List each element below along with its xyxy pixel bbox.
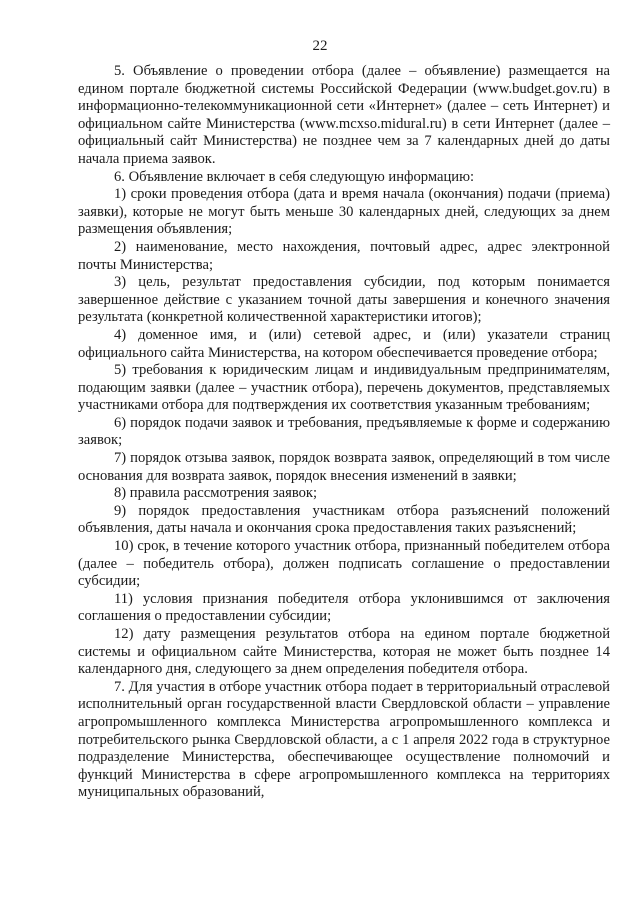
list-item-5: 5) требования к юридическим лицам и индивидуальным предпринимателям, подающим заявки (далее – участник отбора), перечень документов, представляемых участниками отбора для подтверждения их соответствия указанным требованиям;: [78, 362, 610, 414]
list-item-1: 1) сроки проведения отбора (дата и время начала (окончания) подачи (приема) заявки), которые не могут быть меньше 30 календарных дней, следующих за днем размещения объявления;: [78, 186, 610, 238]
paragraph-item-7: 7. Для участия в отборе участник отбора подает в территориальный отраслевой исполнительный орган государственной власти Свердловской области – управление агропромышленного комплекса Министерства агропромышленного комплекса и потребительского рынка Свердловской области, а с 1 апреля 2022 года в структурное подразделение Министерства, обеспечивающее осуществление полномочий и функций Министерства в сфере агропромышленного комплекса на территориях муниципальных образований,: [78, 678, 610, 801]
list-item-2: 2) наименование, место нахождения, почтовый адрес, адрес электронной почты Министерства;: [78, 238, 610, 273]
list-item-9: 9) порядок предоставления участникам отбора разъяснений положений объявления, даты начала и окончания срока предоставления таких разъяснений;: [78, 502, 610, 537]
list-item-6: 6) порядок подачи заявок и требования, предъявляемые к форме и содержанию заявок;: [78, 414, 610, 449]
page-number: 22: [312, 38, 328, 54]
list-item-3: 3) цель, результат предоставления субсидии, под которым понимается завершенное действие с указанием точной даты завершения и конечного значения результата (конкретной количественной характеристики итогов);: [78, 274, 610, 326]
list-item-4: 4) доменное имя, и (или) сетевой адрес, и (или) указатели страниц официального сайта Министерства, на котором обеспечивается проведение отбора;: [78, 326, 610, 361]
paragraph-item-6: 6. Объявление включает в себя следующую информацию:: [114, 168, 475, 185]
list-item-11: 11) условия признания победителя отбора уклонившимся от заключения соглашения о предоставлении субсидии;: [78, 590, 610, 625]
document-body: [78, 63, 610, 802]
list-item-8: 8) правила рассмотрения заявок;: [114, 485, 318, 502]
list-item-12: 12) дату размещения результатов отбора на едином портале бюджетной системы и официальном сайте Министерства, которая не может быть позднее 14 календарного дня, следующего за днем определения победителя отбора.: [78, 626, 610, 678]
list-item-10: 10) срок, в течение которого участник отбора, признанный победителем отбора (далее – победитель отбора), должен подписать соглашение о предоставлении субсидии;: [78, 538, 610, 590]
list-item-7: 7) порядок отзыва заявок, порядок возврата заявок, определяющий в том числе основания для возврата заявок, порядок внесения изменений в заявки;: [78, 450, 610, 484]
paragraph-item-5: 5. Объявление о проведении отбора (далее – объявление) размещается на едином портале бюджетной системы Российской Федерации (www.budget.gov.ru) в информационно-телекоммуникационной сети «Интернет» (далее – сеть Интернет) и официальном сайте Министерства (www.mcxso.midural.ru) в сети Интернет (далее – официальный сайт Министерства) не позднее чем за 7 календарных дней до даты начала приема заявок.: [78, 63, 610, 167]
